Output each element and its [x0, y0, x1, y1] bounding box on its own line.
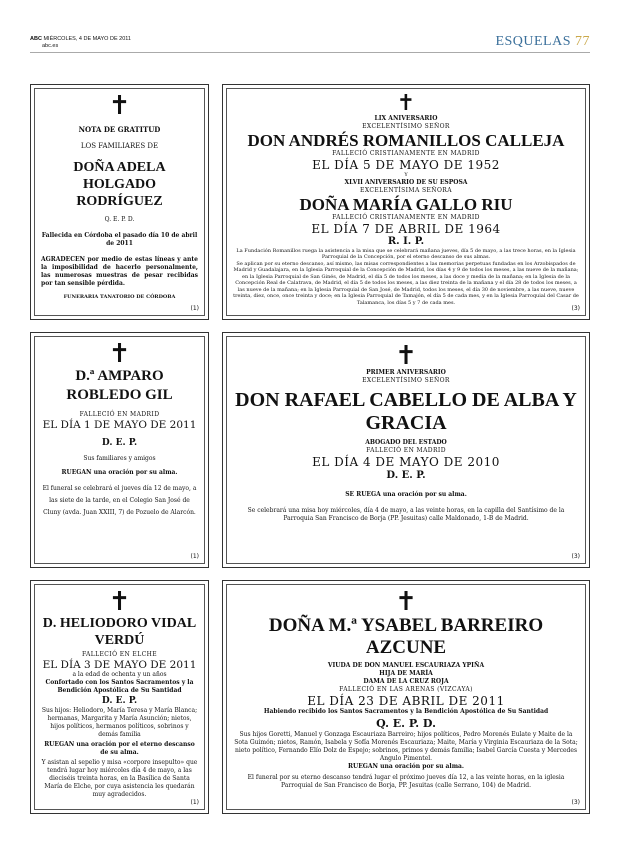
ref-number: (3) [571, 553, 580, 560]
ref-number: (1) [190, 553, 199, 560]
sacraments-text: Habiendo recibido los Santos Sacramentos y la Bendición Apostólica de Su Santidad [263, 708, 549, 715]
daughter-of: HIJA DE MARÍA [379, 670, 433, 677]
qepd: Q. E. P. D. [376, 717, 436, 730]
header-date: MIÉRCOLES, 4 DE MAYO DE 2011 [43, 36, 131, 42]
funeral-home: FUNERARIA TANATORIO DE CÓRDOBA [63, 294, 176, 300]
age-text: a la edad de ochenta y un años [72, 671, 167, 678]
profession: ABOGADO DEL ESTADO [365, 439, 447, 446]
page-header-left [30, 36, 131, 50]
obituary-box-robledo [30, 332, 209, 568]
family-text: Sus hijos Goretti, Manuel y Gonzaga Escauriaza Barreiro; hijos políticos, Pedro Morenés Eulate y Maite de la Sota Guimón; nietos, Ramón, Isabela y Sofía Morenés Escauriaza; Maite, María y Virginia Escauriaza de la Sota; nieto político, Fernando Elío Dolz de Espejo; sobrinos, primos y demás familia; Isabel García Cuesta y Mercedes Angulo Pimentel. [234, 731, 578, 762]
dama-text: DAMA DE LA CRUZ ROJA [363, 678, 449, 685]
prayer-request: RUEGAN una oración por su alma. [61, 469, 178, 476]
sacraments-text: Confortado con los Santos Sacramentos y la Bendición Apostólica de Su Santidad [45, 679, 194, 694]
deceased-name: DON RAFAEL CABELLO DE ALBA Y GRACIA [235, 389, 577, 434]
death-date: EL DÍA 3 DE MAYO DE 2011 [42, 659, 197, 671]
header-edition: abc.es [42, 43, 59, 49]
deceased-name: D. HELIODORO VIDAL VERDÚ [42, 616, 197, 648]
death-place-1: FALLECIÓ CRISTIANAMENTE EN MADRID [332, 150, 480, 157]
prayer-request: RUEGAN una oración por el eterno descanso de su alma. [44, 741, 195, 756]
conjunction: Y [404, 172, 408, 178]
deceased-name: DOÑA ADELA HOLGADO RODRÍGUEZ [73, 160, 166, 209]
funeral-text: El funeral por su eterno descanso tendrá lugar el próximo jueves día 12, a las veinte horas, en la iglesia Parroquial de San Francisco de Borja, PP. Jesuitas (calle Serrano, 104) de Madrid. [247, 774, 565, 789]
deceased-name: D.ª AMPARO ROBLEDO GIL [66, 368, 173, 403]
cross-icon: ✝ [396, 91, 416, 116]
anniversary: PRIMER ANIVERSARIO [366, 369, 446, 376]
prayer-request: RUEGAN una oración por su alma. [347, 763, 465, 770]
ref-number: (3) [571, 799, 580, 806]
header-rule [30, 52, 590, 53]
anniversary-2: XLVII ANIVERSARIO DE SU ESPOSA [344, 178, 468, 186]
memorial-text: Se aplican por su eterno descanso, así mismo, las misas correspondientes a las memorias perpetuas fundadas en los Arzobispados de Madrid y Guadalajara, en la Iglesia Parroquial de la Concepción de Madrid, los días 4 y 9 de todos los meses, a las nueve de la mañana; en la Iglesia Parroquial de San Ginés, de Madrid, el día 5 de todos los meses, a las doce y media de la mañana; en la Iglesia de la Concepción Real de Calatrava, de Madrid, el día 5 de todos los meses, a las diez treinta de la mañana y el día 28 de todos los meses, a las nueve de la mañana; en la Iglesia Parroquial de San José, de Madrid, todos los meses, el día 30 de noviembre, a las nueve, nueve treinta, diez, once, once treinta y doce; en la Iglesia Parroquial de Tamajón, el día 5 de cada mes, y en la Iglesia Parroquial del Casar de Talamanca, los días 5 y 7 de cada mes. [233, 260, 579, 306]
obituary-box-vidal [30, 580, 209, 814]
notice-intro: LOS FAMILIARES DE [80, 142, 159, 150]
death-notice: Fallecida en Córdoba el pasado día 10 de abril de 2011 [41, 232, 198, 247]
ref-number: (3) [571, 305, 580, 312]
death-place-2: FALLECIÓ CRISTIANAMENTE EN MADRID [332, 213, 480, 221]
death-date: EL DÍA 23 DE ABRIL DE 2011 [307, 694, 505, 708]
death-place: FALLECIÓ EN MADRID [79, 411, 160, 418]
dep: D. E. P. [101, 696, 138, 706]
thanks-text: AGRADECEN por medio de estas líneas y ante la imposibilidad de hacerlo personalmente, las numerosas muestras de pesar recibidas por tan sensible pérdida. [41, 256, 198, 287]
widow-of: VIUDA DE DON MANUEL ESCAURIAZA YPIÑA [327, 662, 485, 669]
dep: D. E. P. [386, 470, 426, 481]
mass-text: Se celebrará una misa hoy miércoles, día 4 de mayo, a las veinte horas, en la capilla del Santísimo de la Parroquia San Francisco de Borja (PP. Jesuitas) calle Maldonado, 1-B de Madrid. [247, 507, 565, 522]
mass-text: La Fundación Romanillos ruega la asistencia a la misa que se celebrará mañana jueves, día 5 de mayo, a las trece horas, en la Iglesia Parroquial de la Concepción, por el eterno descanso de sus almas. [236, 247, 576, 260]
prayer-request: SE RUEGA una oración por su alma. [345, 491, 467, 498]
deceased-name: DOÑA M.ª YSABEL BARREIRO AZCUNE [268, 615, 544, 658]
cross-icon: ✝ [395, 341, 417, 371]
cross-icon: ✝ [108, 339, 131, 369]
ref-number: (1) [190, 799, 199, 806]
death-place: FALLECIÓ EN LAS ARENAS (VIZCAYA) [339, 686, 473, 693]
death-place: FALLECIÓ EN ELCHE [81, 651, 157, 658]
honorific-2: EXCELENTÍSIMA SEÑORA [360, 186, 452, 194]
mass-text: Y asistan al sepelio y misa «corpore insepulto» que tendrá lugar hoy miércoles día 4 de mayo, a las dieciséis treinta horas, en la Basílica de Santa María de Elche, por cuya asistencia les quedarán muy agradecidos. [41, 759, 198, 798]
family-text: Sus familiares y amigos [83, 455, 156, 462]
section-header [495, 34, 590, 50]
notice-title: NOTA DE GRATITUD [78, 125, 161, 134]
honorific-1: EXCELENTÍSIMO SEÑOR [362, 123, 450, 130]
dep: D. E. P. [101, 438, 138, 448]
deceased-name-2: DOÑA MARÍA GALLO RIU [299, 194, 513, 214]
funeral-text: El funeral se celebrará el jueves día 12 de mayo, a las siete de la tarde, en el Colegio San José de Cluny (avda. Juan XXIII, 7) de Pozuelo de Alarcón. [42, 485, 197, 516]
death-date: EL DÍA 4 DE MAYO DE 2010 [312, 455, 500, 469]
death-date-1: EL DÍA 5 DE MAYO DE 1952 [312, 158, 500, 172]
qepd: Q. E. P. D. [104, 216, 135, 223]
anniversary-1: LIX ANIVERSARIO [374, 115, 438, 122]
family-text: Sus hijos: Heliodoro, María Teresa y María Blanca; hermanas, Margarita y María Asunción; nietos, hijos políticos, hermanos políticos, sobrinos y demás familia [41, 707, 198, 738]
cross-icon: ✝ [108, 91, 131, 121]
obituary-box-barreiro [222, 580, 590, 814]
brand-label: ABC [30, 36, 42, 42]
obituary-box-cabello [222, 332, 590, 568]
section-title: ESQUELAS [495, 34, 571, 49]
cross-icon: ✝ [395, 587, 417, 617]
honorific: EXCELENTÍSIMO SEÑOR [362, 377, 450, 384]
page-number: 77 [575, 34, 590, 49]
death-date-2: EL DÍA 7 DE ABRIL DE 1964 [311, 221, 501, 236]
death-date: EL DÍA 1 DE MAYO DE 2011 [42, 419, 197, 431]
cross-icon: ✝ [108, 587, 131, 617]
obituary-box-holgado [30, 84, 209, 320]
ref-number: (1) [190, 305, 199, 312]
death-place: FALLECIÓ EN MADRID [366, 447, 446, 454]
rip: R. I. P. [387, 235, 425, 247]
obituary-box-romanillos [222, 84, 590, 320]
deceased-name-1: DON ANDRÉS ROMANILLOS CALLEJA [247, 131, 565, 150]
